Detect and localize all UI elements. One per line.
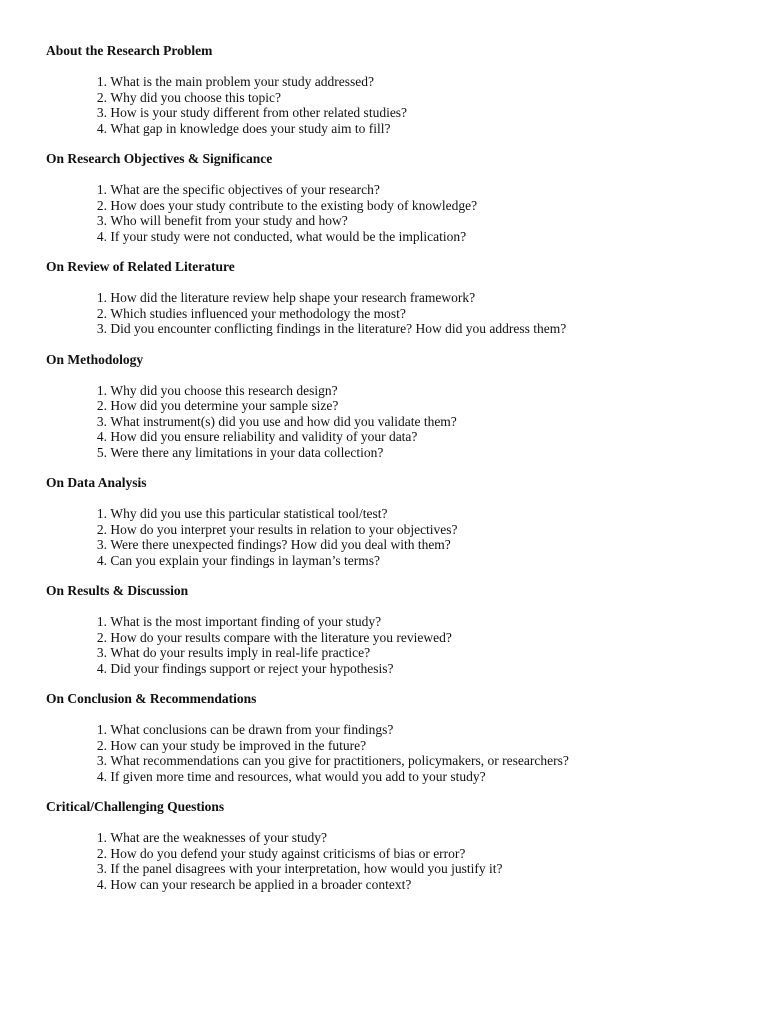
question-item (46, 630, 746, 646)
question-item (46, 414, 746, 430)
question-number: 2. (96, 398, 107, 413)
section (46, 150, 746, 244)
question-item (46, 383, 746, 399)
question-item (46, 445, 746, 461)
question-number: 2. (96, 197, 107, 213)
question-number: 2. (96, 305, 107, 321)
question-item (46, 738, 746, 754)
section-heading: On Conclusion & Recommendations (46, 691, 257, 706)
question-text: What is the most important finding of your study? (110, 614, 382, 629)
section (46, 474, 746, 568)
question-number: 1. (96, 182, 107, 197)
question-text: If the panel disagrees with your interpretation, how would you justify it? (110, 861, 503, 876)
question-list (46, 383, 746, 461)
question-text: Can you explain your findings in layman’s terms? (110, 552, 380, 568)
question-number: 3. (96, 537, 107, 552)
question-text: What conclusions can be drawn from your findings? (110, 722, 394, 737)
question-text: What gap in knowledge does your study aim to fill? (110, 120, 391, 136)
question-item (46, 830, 746, 846)
question-list (46, 290, 746, 337)
section (46, 582, 746, 676)
question-item (46, 722, 746, 738)
question-text: How is your study different from other related studies? (110, 105, 408, 120)
question-list (46, 182, 746, 244)
question-number: 1. (96, 74, 107, 89)
question-number: 3. (96, 413, 107, 429)
question-item (46, 290, 746, 306)
question-number: 2. (96, 89, 107, 105)
question-item (46, 846, 746, 862)
section-heading: About the Research Problem (46, 43, 213, 58)
question-item (46, 506, 746, 522)
question-text: What are the specific objectives of your research? (110, 182, 380, 197)
question-item (46, 198, 746, 214)
question-text: How does your study contribute to the existing body of knowledge? (110, 197, 478, 213)
question-text: Why did you choose this research design? (110, 382, 338, 398)
question-number: 3. (96, 213, 107, 228)
question-number: 4. (96, 429, 107, 444)
question-item (46, 753, 746, 769)
section (46, 798, 746, 892)
question-number: 4. (96, 228, 107, 244)
question-text: How can your study be improved in the future? (110, 737, 367, 753)
question-item (46, 429, 746, 445)
question-text: Were there any limitations in your data collection? (110, 444, 384, 460)
question-item (46, 537, 746, 553)
question-number: 2. (96, 629, 107, 645)
question-text: If your study were not conducted, what would be the implication? (110, 228, 467, 244)
question-number: 2. (96, 521, 107, 537)
question-item (46, 306, 746, 322)
question-item (46, 614, 746, 630)
section-heading: On Research Objectives & Significance (46, 151, 273, 166)
question-text: How did you determine your sample size? (110, 398, 339, 413)
question-number: 1. (96, 830, 107, 845)
question-text: Did you encounter conflicting findings in the literature? How did you address them? (110, 321, 567, 336)
question-number: 3. (96, 321, 107, 336)
question-text: How can your research be applied in a broader context? (110, 876, 412, 892)
section-heading: On Review of Related Literature (46, 259, 235, 274)
question-item (46, 121, 746, 137)
question-item (46, 213, 746, 229)
question-text: What instrument(s) did you use and how did you validate them? (110, 413, 457, 429)
question-item (46, 769, 746, 785)
question-list (46, 74, 746, 136)
question-item (46, 229, 746, 245)
question-text: Which studies influenced your methodology the most? (110, 305, 406, 321)
question-item (46, 105, 746, 121)
question-number: 3. (96, 645, 107, 660)
question-text: What are the weaknesses of your study? (110, 830, 328, 845)
question-number: 4. (96, 552, 107, 568)
question-item (46, 877, 746, 893)
section-heading: On Methodology (46, 351, 144, 367)
document-body (46, 42, 746, 906)
question-number: 4. (96, 660, 107, 676)
question-text: Did your findings support or reject your hypothesis? (110, 660, 394, 676)
question-item (46, 74, 746, 90)
question-number: 5. (96, 444, 107, 460)
question-item (46, 182, 746, 198)
question-number: 4. (96, 876, 107, 892)
question-text: How did you ensure reliability and validity of your data? (110, 429, 418, 444)
section-heading: Critical/Challenging Questions (46, 799, 225, 814)
section (46, 42, 746, 136)
section-heading: On Results & Discussion (46, 583, 189, 598)
question-list (46, 722, 746, 784)
question-item (46, 661, 746, 677)
question-number: 3. (96, 861, 107, 876)
question-list (46, 830, 746, 892)
question-text: How did the literature review help shape your research framework? (110, 290, 476, 305)
section (46, 351, 746, 461)
question-item (46, 321, 746, 337)
question-number: 1. (96, 722, 107, 737)
question-text: If given more time and resources, what would you add to your study? (110, 768, 486, 784)
question-text: Why did you use this particular statistical tool/test? (110, 506, 388, 521)
section-heading: On Data Analysis (46, 475, 147, 490)
question-number: 3. (96, 105, 107, 120)
question-item (46, 553, 746, 569)
question-list (46, 506, 746, 568)
question-number: 4. (96, 120, 107, 136)
question-text: How do you interpret your results in relation to your objectives? (110, 521, 458, 537)
question-text: How do your results compare with the literature you reviewed? (110, 629, 452, 645)
question-number: 3. (96, 753, 107, 768)
question-item (46, 645, 746, 661)
question-number: 1. (96, 382, 107, 398)
question-text: What recommendations can you give for practitioners, policymakers, or researchers? (110, 753, 569, 768)
question-item (46, 90, 746, 106)
section (46, 690, 746, 784)
question-text: Who will benefit from your study and how? (110, 213, 348, 228)
question-text: How do you defend your study against criticisms of bias or error? (110, 845, 466, 861)
question-text: Were there unexpected findings? How did you deal with them? (110, 537, 451, 552)
question-list (46, 614, 746, 676)
question-number: 1. (96, 290, 107, 305)
question-text: What is the main problem your study addressed? (110, 74, 374, 89)
question-text: What do your results imply in real-life practice? (110, 645, 371, 660)
section (46, 258, 746, 337)
question-item (46, 398, 746, 414)
question-item (46, 522, 746, 538)
question-number: 1. (96, 614, 107, 629)
question-number: 2. (96, 737, 107, 753)
question-text: Why did you choose this topic? (110, 89, 281, 105)
question-number: 1. (96, 506, 107, 521)
question-item (46, 861, 746, 877)
question-number: 2. (96, 845, 107, 861)
question-number: 4. (96, 768, 107, 784)
